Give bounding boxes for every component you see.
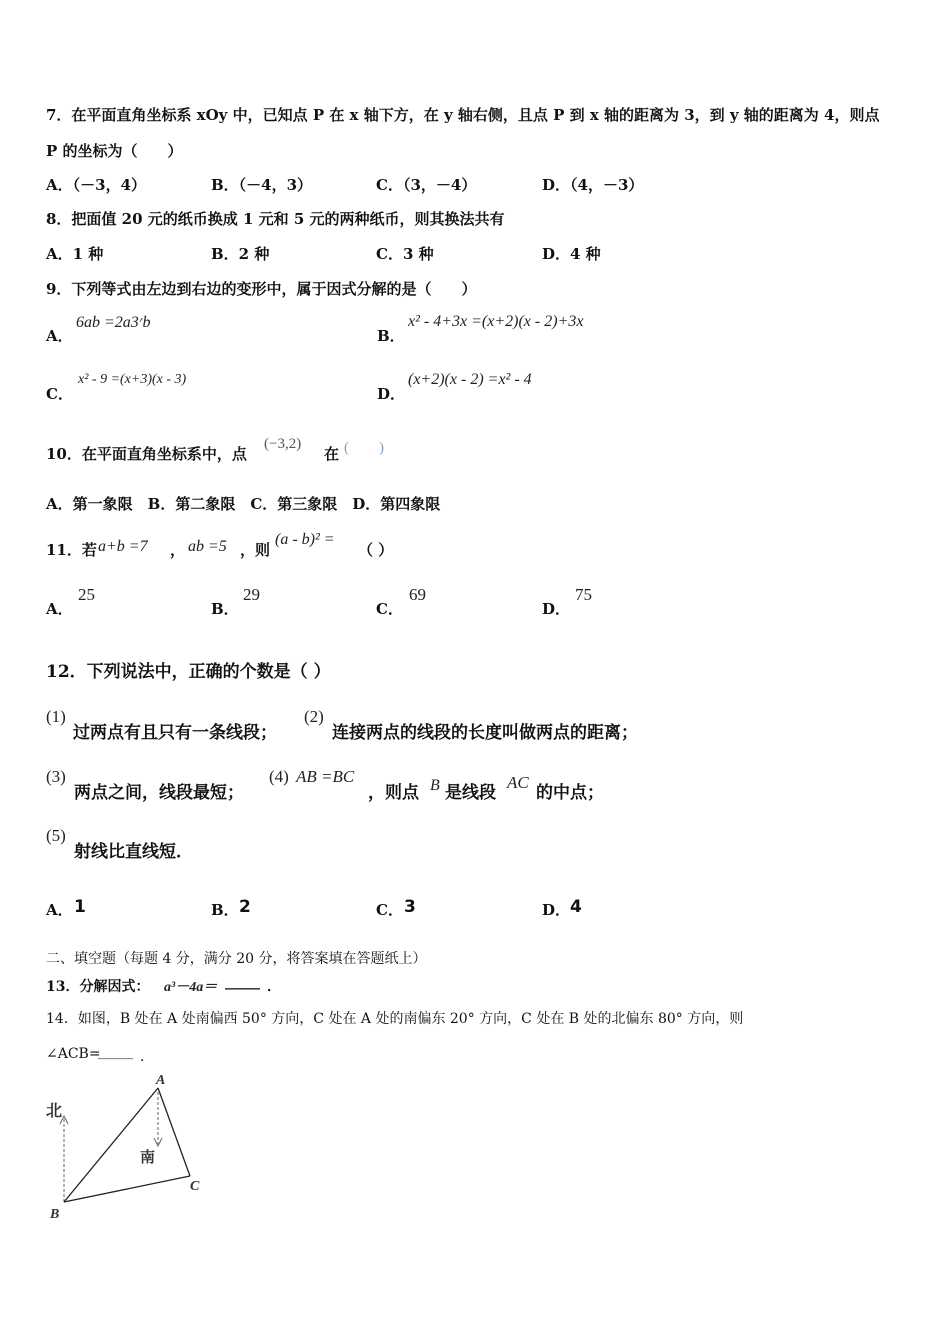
q12-statement3-number: (3) <box>46 767 66 786</box>
q11-value-d: 75 <box>575 585 592 604</box>
q10-paren: ( ) <box>344 440 384 456</box>
q12-value-d: 4 <box>570 897 582 917</box>
q14-end: ． <box>140 1049 154 1065</box>
q11-label-b: B． <box>211 600 239 618</box>
q8-option-c: C．3 种 <box>376 245 434 263</box>
q12-statement4-end: 的中点； <box>536 783 604 803</box>
q12-statement4-segment-ac: AC <box>507 773 529 792</box>
north-arrow <box>60 1116 68 1202</box>
q11-label-c: C． <box>376 600 403 618</box>
q9-label-d: D． <box>377 385 406 403</box>
q11-label-d: D． <box>542 600 571 618</box>
q11-condition-sum: a+b =7 <box>98 538 148 555</box>
q11-value-a: 25 <box>78 585 95 604</box>
q12-statement2-number: (2) <box>304 707 324 726</box>
q11-expression: (a - b)² = <box>275 531 335 548</box>
q9-stem: 9．下列等式由左边到右边的变形中，属于因式分解的是（ ） <box>46 280 477 298</box>
point-c-label: C <box>190 1179 200 1194</box>
q11-value-b: 29 <box>243 585 260 604</box>
q11-value-c: 69 <box>409 585 426 604</box>
section-2-heading: 二、填空题（每题 4 分，满分 20 分，将答案填在答题纸上） <box>46 951 427 967</box>
q8-stem: 8．把面值 20 元的纸币换成 1 元和 5 元的两种纸币，则其换法共有 <box>46 210 505 228</box>
q8-option-b: B．2 种 <box>211 245 270 263</box>
q14-blank: _____ <box>98 1044 133 1060</box>
q12-statement4-point-b: B <box>430 777 440 794</box>
q12-label-d: D． <box>542 901 571 919</box>
q9-formula-b: x² - 4+3x =(x+2)(x - 2)+3x <box>408 313 584 330</box>
q7-stem-line1: 7．在平面直角坐标系 xOy 中，已知点 P 在 x 轴下方，在 y 轴右侧，且点 P 到 x 轴的距离为 3，到 y 轴的距离为 4，则点 <box>46 106 880 124</box>
q13-prefix: 13．分解因式： <box>46 979 150 995</box>
q9-formula-d: (x+2)(x - 2) =x² - 4 <box>408 371 532 388</box>
q11-condition-product: ab =5 <box>188 538 227 555</box>
q12-label-a: A． <box>46 901 73 919</box>
q7-option-a: A．（－3，4） <box>46 176 147 194</box>
q7-option-c: C．（3，－4） <box>376 176 477 194</box>
q12-statement4-mid: ，则点 <box>368 783 419 803</box>
q12-statement4-formula: AB =BC <box>296 767 355 786</box>
q12-statement3: 两点之间，线段最短； <box>74 783 244 803</box>
q10-prefix: 10．在平面直角坐标系中，点 <box>46 445 247 463</box>
q9-label-b: B． <box>377 327 405 345</box>
q9-formula-c: x² - 9 =(x+3)(x - 3) <box>78 372 187 387</box>
q10-suffix: 在 <box>324 445 340 463</box>
segment-ac <box>158 1088 190 1176</box>
q10-options: A．第一象限 B．第二象限 C．第三象限 D．第四象限 <box>46 495 441 513</box>
q10-point: (−3,2) <box>264 436 302 452</box>
q8-option-d: D．4 种 <box>542 245 601 263</box>
south-arrow <box>154 1092 162 1146</box>
q12-statement5-number: (5) <box>46 826 66 845</box>
q11-paren: （ ） <box>358 541 394 559</box>
q12-statement4-mid2: 是线段 <box>445 783 496 803</box>
q14-stem-line2: ∠ACB= <box>46 1046 101 1062</box>
q8-option-a: A．1 种 <box>46 245 104 263</box>
q13-end: ． <box>267 979 281 995</box>
south-label: 南 <box>140 1148 156 1166</box>
q12-statement1: 过两点有且只有一条线段； <box>73 723 277 743</box>
q13-blank: _____ <box>225 974 260 990</box>
q12-statement5: 射线比直线短． <box>74 842 193 862</box>
q12-value-b: 2 <box>239 897 251 917</box>
q13-expression: a³－4a＝ <box>164 980 218 995</box>
point-b-label: B <box>50 1207 60 1222</box>
q11-then: ，则 <box>240 541 271 559</box>
q12-statement2: 连接两点的线段的长度叫做两点的距离； <box>332 723 638 743</box>
q12-label-c: C． <box>376 901 403 919</box>
q7-option-d: D．（4，－3） <box>542 176 644 194</box>
q9-formula-a: 6ab =2a׳3b <box>76 314 151 331</box>
q11-comma: ， <box>170 541 186 559</box>
q7-option-b: B．（－4，3） <box>211 176 313 194</box>
q9-label-a: A． <box>46 327 73 345</box>
q7-stem-line2: P 的坐标为（ ） <box>46 142 183 160</box>
q12-statement4-number: (4) <box>269 767 289 786</box>
q11-label-a: A． <box>46 600 73 618</box>
q12-stem: 12．下列说法中，正确的个数是（ ） <box>46 662 331 682</box>
point-a-label: A <box>156 1073 166 1088</box>
q12-statement1-number: (1) <box>46 707 66 726</box>
q14-stem-line1: 14．如图，B 处在 A 处南偏西 50° 方向，C 处在 A 处的南偏东 20° 方向，C 处在 B 处的北偏东 80° 方向，则 <box>46 1011 744 1027</box>
q12-value-c: 3 <box>404 897 416 917</box>
q12-value-a: 1 <box>74 897 86 917</box>
q9-label-c: C． <box>46 385 73 403</box>
q12-label-b: B． <box>211 901 239 919</box>
q11-prefix: 11．若 <box>46 541 97 559</box>
north-label: 北 <box>46 1101 63 1120</box>
direction-figure <box>40 1070 220 1222</box>
